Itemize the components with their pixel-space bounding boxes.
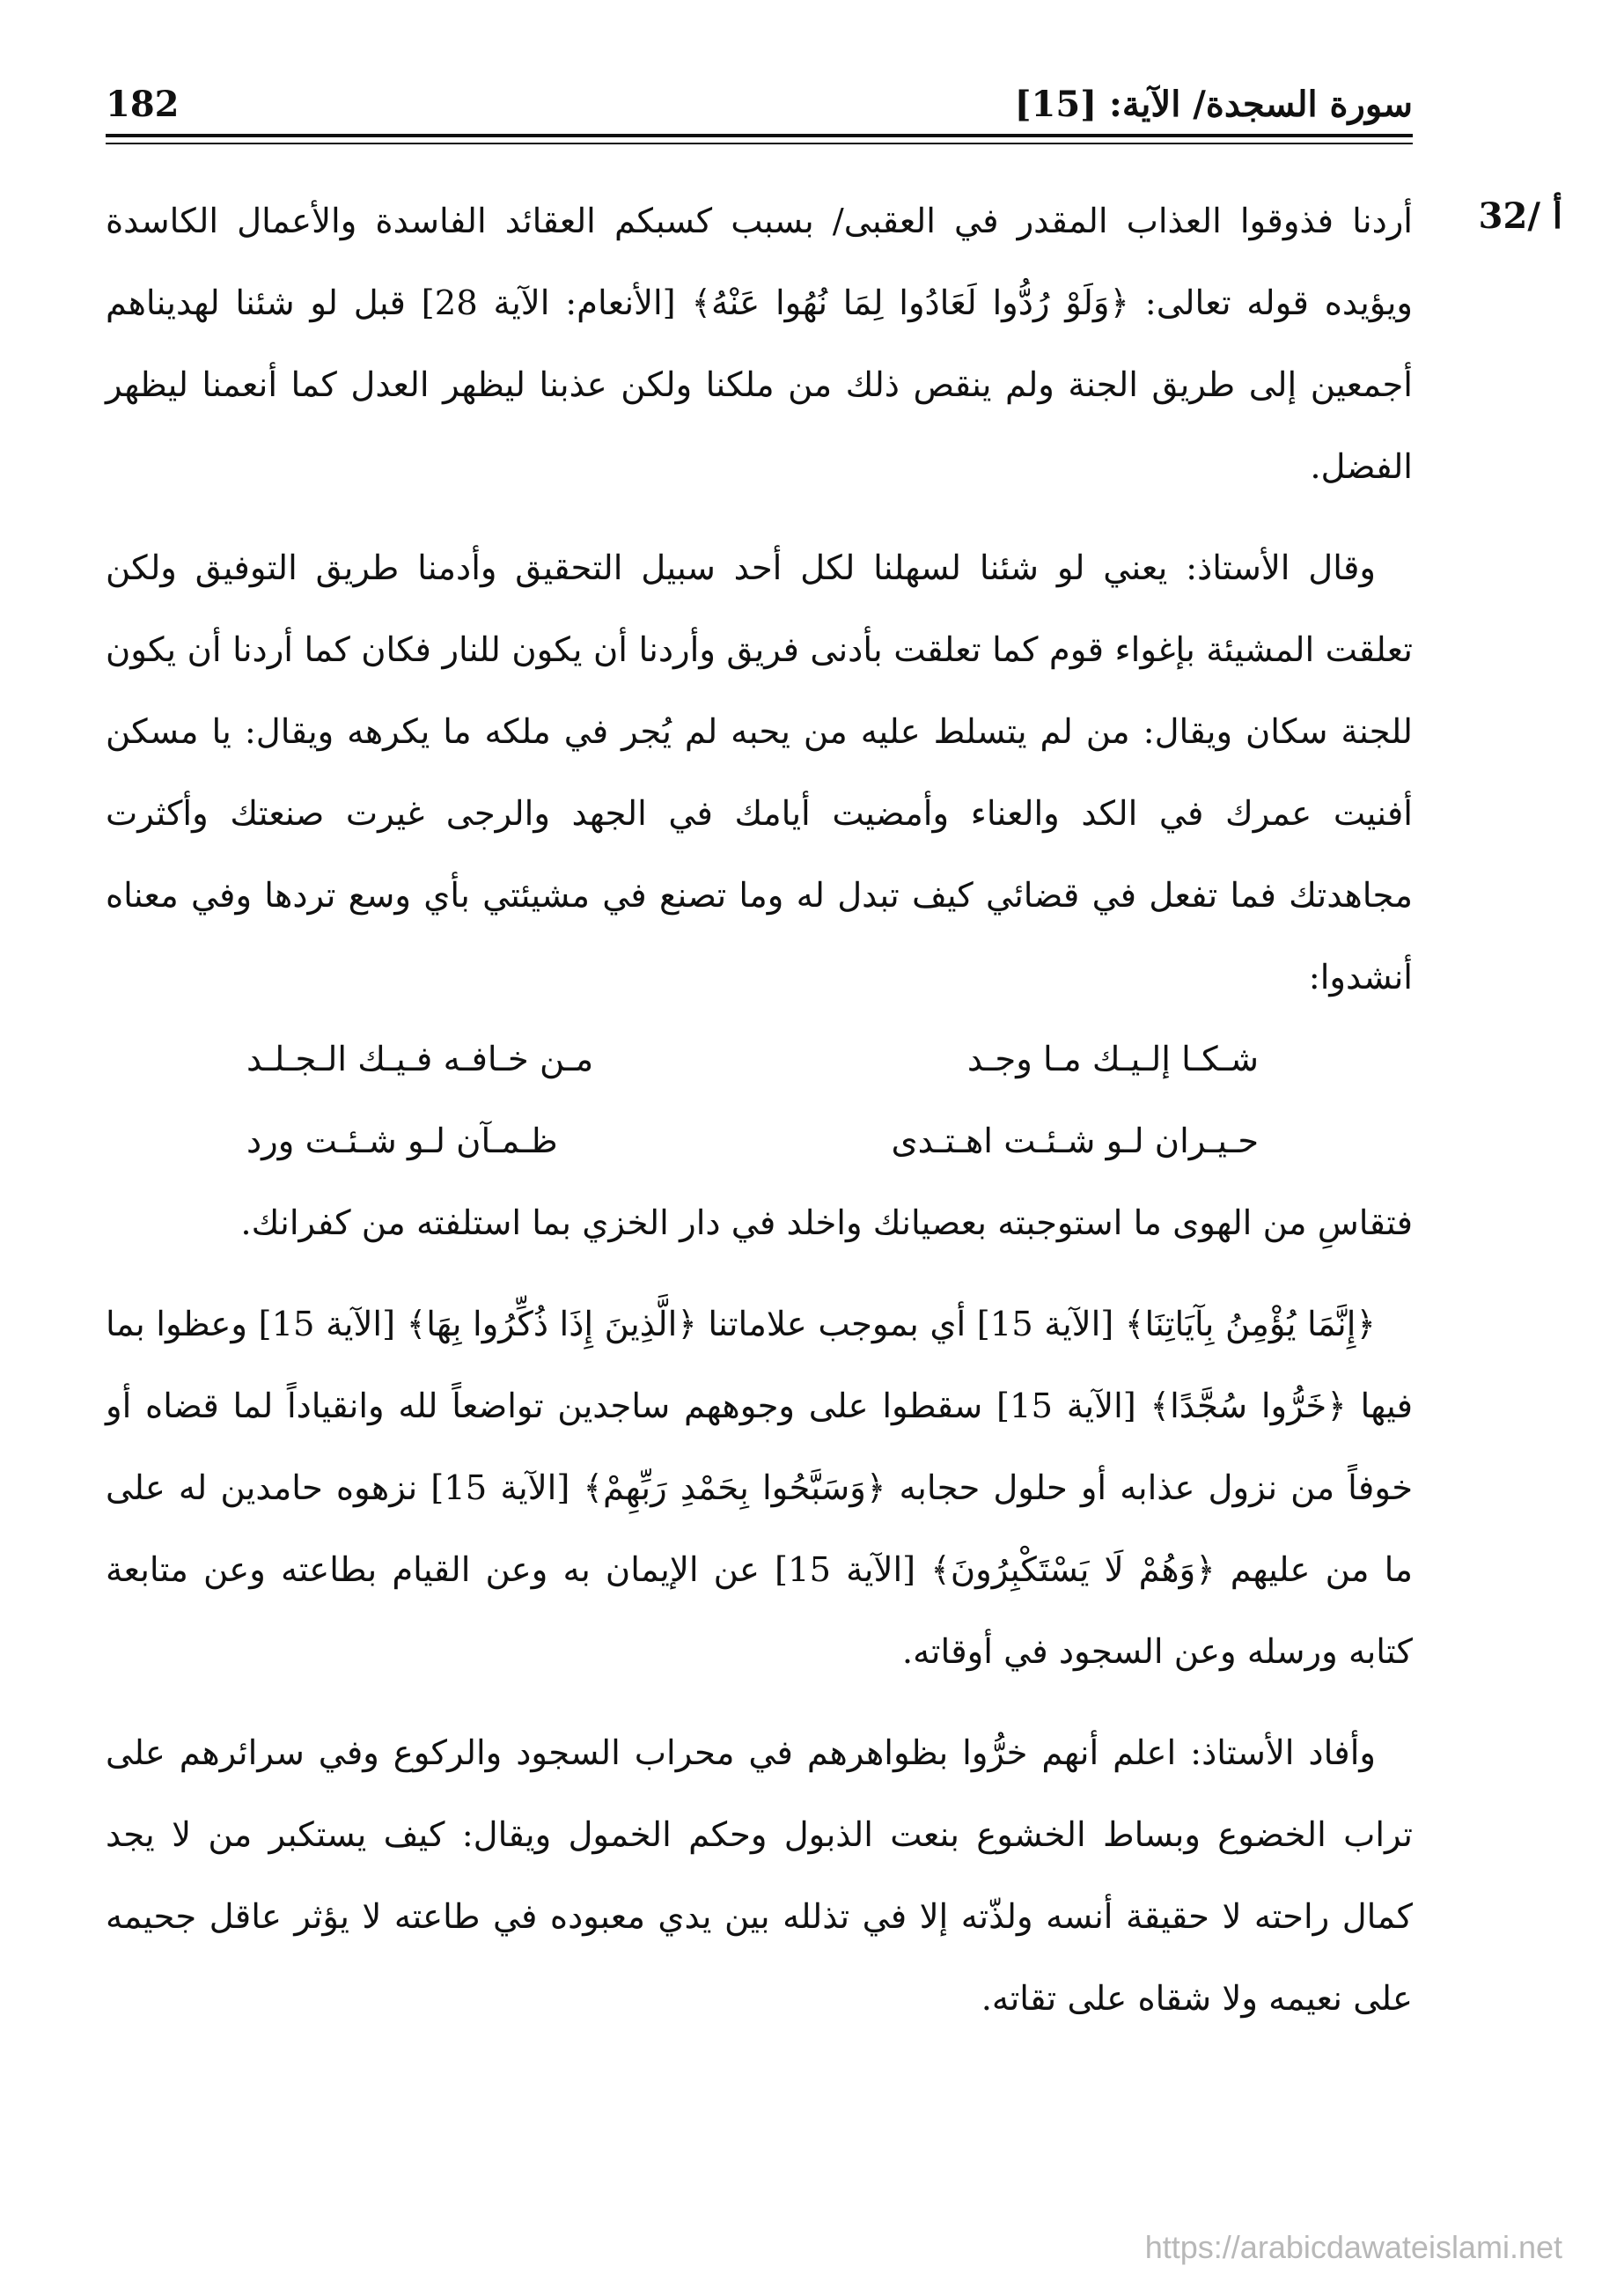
- watermark: https://arabicdawateislami.net: [1144, 2229, 1562, 2265]
- paragraph: فتقاسِ من الهوى ما استوجبته بعصيانك واخلد في دار الخزي بما استلفته من كفرانك.: [240, 1203, 1413, 1243]
- page-number: 182: [106, 83, 180, 125]
- verse-first-hemistich: شـكـا إلـيـك مـا وجـد: [966, 1040, 1259, 1079]
- verse-first-hemistich: حـيـران لـو شـئـت اهـتـدى: [891, 1122, 1259, 1161]
- page-header: [106, 77, 1413, 130]
- running-title: سورة السجدة/ الآية: [15]: [1014, 83, 1413, 125]
- verse-second-hemistich: ظـمـآن لـو شـئـت ورد: [246, 1122, 558, 1161]
- poem-verse: [246, 1100, 1259, 1182]
- paragraph: وأفاد الأستاذ: اعلم أنهم خرُّوا بظواهرهم في محراب السجود والركوع وفي سرائرهم على تراب الخضوع وبساط الخشوع بنعت الذبول وحكم الخمول ويقال: كيف يستكبر من لا يجد كمال راحته لا حقيقة أنسه ولذّته إلا في تذلله بين يدي معبوده في طاعته لا يؤثر عاقل جحيمه على نعيمه ولا شقاه على تقاته.: [106, 1733, 1413, 2019]
- header-rule-thick: [106, 134, 1413, 137]
- paragraph: وقال الأستاذ: يعني لو شئنا لسهلنا لكل أحد سبيل التحقيق وأدمنا طريق التوفيق ولكن تعلقت المشيئة بإغواء قوم كما تعلقت بأدنى فريق وأردنا أن يكون للنار فكان كما أردنا أن يكون للجنة سكان ويقال: من لم يتسلط عليه من يحبه لم يُجر في ملكه ما يكرهه ويقال: يا مسكن أفنيت عمرك في الكد والعناء وأمضيت أيامك في الجهد والرجى غيرت صنعتك وأكثرت مجاهدتك فما تفعل في قضائي كيف تبدل له وما تصنع في مشيئتي بأي وسع تردها وفي معناه أنشدوا:: [106, 548, 1413, 997]
- poem-verse: [246, 1019, 1259, 1100]
- paragraph: ﴿إِنَّمَا يُؤْمِنُ بِآيَاتِنَا﴾ [الآية 15] أي بموجب علاماتنا ﴿الَّذِينَ إِذَا ذُكِّرُوا بِهَا﴾ [الآية 15] وعظوا بما فيها ﴿خَرُّوا سُجَّدًا﴾ [الآية 15] سقطوا على وجوههم ساجدين تواضعاً لله وانقياداً لما قضاه أو خوفاً من نزول عذابه أو حلول حجابه ﴿وَسَبَّحُوا بِحَمْدِ رَبِّهِمْ﴾ [الآية 15] نزهوه حامدين له على ما من عليهم ﴿وَهُمْ لَا يَسْتَكْبِرُونَ﴾ [الآية 15] عن الإيمان به وعن القيام بطاعته وعن متابعة كتابه ورسله وعن السجود في أوقاته.: [106, 1305, 1414, 1672]
- header-rule-thin: [106, 143, 1413, 144]
- manuscript-folio-note: 32/ أ: [1478, 195, 1562, 237]
- paragraph: أردنا فذوقوا العذاب المقدر في العقبى/ بسبب كسبكم العقائد الفاسدة والأعمال الكاسدة ويؤيده قوله تعالى: ﴿وَلَوْ رُدُّوا لَعَادُوا لِمَا نُهُوا عَنْهُ﴾ [الأنعام: الآية 28] قبل لو شئنا لهديناهم أجمعين إلى طريق الجنة ولم ينقص ذلك من ملكنا ولكن عذبنا ليظهر العدل كما أنعمنا ليظهر الفضل.: [106, 202, 1413, 487]
- verse-second-hemistich: مـن خـافـه فـيـك الـجـلـد: [246, 1040, 594, 1079]
- body-text: [106, 180, 1413, 2040]
